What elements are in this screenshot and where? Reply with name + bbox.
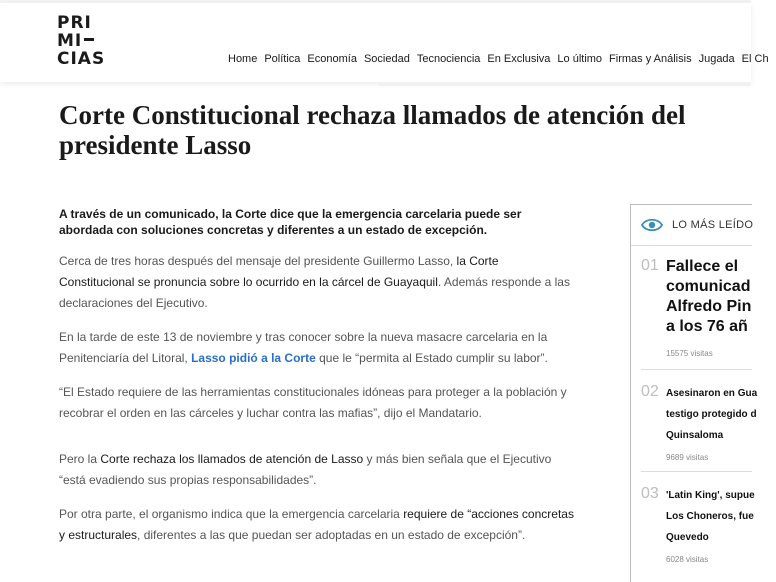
most-read-header bbox=[631, 205, 752, 246]
nav-item-jugada[interactable]: Jugada bbox=[698, 53, 735, 65]
article-paragraph: Por otra parte, el organismo indica que la emergencia carcelaria requiere de “acciones concretas y estructurales, diferentes a las que puedan ser adoptadas en un estado de excepción”. bbox=[59, 507, 574, 542]
article-link[interactable]: Lasso pidió a la Corte bbox=[191, 351, 316, 365]
most-read-panel bbox=[630, 204, 758, 582]
nav-item-lo-ultimo[interactable]: Lo último bbox=[557, 53, 603, 65]
nav-item-sociedad[interactable]: Sociedad bbox=[363, 53, 410, 65]
nav-item-el-ch[interactable]: El Ch bbox=[741, 53, 769, 65]
nav-item-politica[interactable]: Política bbox=[264, 53, 301, 65]
nav-item-home[interactable]: Home bbox=[228, 53, 258, 65]
article-paragraph: En la tarde de este 13 de noviembre y tras conocer sobre la nueva masacre carcelaria en la Penitenciaría del Litoral, Lasso pidió a la Corte que le “permita al Estado cumplir su labor”. bbox=[59, 330, 548, 365]
rank-number: 01 bbox=[641, 257, 659, 274]
nav-item-en-exclusiva[interactable]: En Exclusiva bbox=[487, 53, 551, 65]
rank-number: 03 bbox=[641, 485, 659, 502]
visit-count: 6028 visitas bbox=[666, 555, 709, 564]
nav-item-economia[interactable]: Economía bbox=[307, 53, 357, 65]
most-read-title: LO MÁS LEÍDO bbox=[672, 219, 754, 231]
visit-count: 15575 visitas bbox=[666, 349, 713, 358]
article-body bbox=[59, 206, 574, 559]
visit-count: 9689 visitas bbox=[666, 453, 709, 462]
eye-icon bbox=[641, 217, 663, 233]
nav-item-tecnociencia[interactable]: Tecnociencia bbox=[416, 53, 481, 65]
most-read-item-title[interactable]: Fallece el comunicad Alfredo Pin a los 76 añ bbox=[666, 258, 752, 335]
main-nav bbox=[228, 53, 776, 65]
most-read-item-title[interactable]: 'Latin King', supue Los Choneros, fue Quevedo bbox=[666, 490, 755, 543]
article-paragraph: Pero la Corte rechaza los llamados de atención de Lasso y más bien señala que el Ejecutivo “está evadiendo sus propias responsabilidades”. bbox=[59, 452, 552, 487]
header-subline bbox=[378, 82, 751, 86]
divider bbox=[641, 369, 752, 370]
divider bbox=[641, 471, 752, 472]
nav-item-firmas-analisis[interactable]: Firmas y Análisis bbox=[609, 53, 692, 65]
most-read-item-title[interactable]: Asesinaron en Gua testigo protegido d Quinsaloma bbox=[666, 388, 758, 441]
logo-bar bbox=[84, 38, 94, 41]
article-headline: Corte Constitucional rechaza llamados de atención del presidente Lasso bbox=[59, 100, 686, 160]
site-header bbox=[0, 3, 769, 82]
article-lead: A través de un comunicado, la Corte dice que la emergencia carcelaria puede ser abordada con soluciones concretas y diferentes a un estado de excepción. bbox=[59, 207, 522, 237]
article-paragraph: Cerca de tres horas después del mensaje del presidente Guillermo Lasso, la Corte Constitucional se pronuncia sobre lo ocurrido en la cárcel de Guayaquil. Además responde a las declaraciones del Ejecutivo. bbox=[59, 254, 570, 310]
article-paragraph: “El Estado requiere de las herramientas constitucionales idóneas para proteger a la población y recobrar el orden en las cárceles y luchar contra las mafias”, dijo el Mandatario. bbox=[59, 385, 567, 420]
primicias-logo[interactable]: PRI MI CIAS bbox=[57, 13, 106, 69]
rank-number: 02 bbox=[641, 383, 659, 400]
